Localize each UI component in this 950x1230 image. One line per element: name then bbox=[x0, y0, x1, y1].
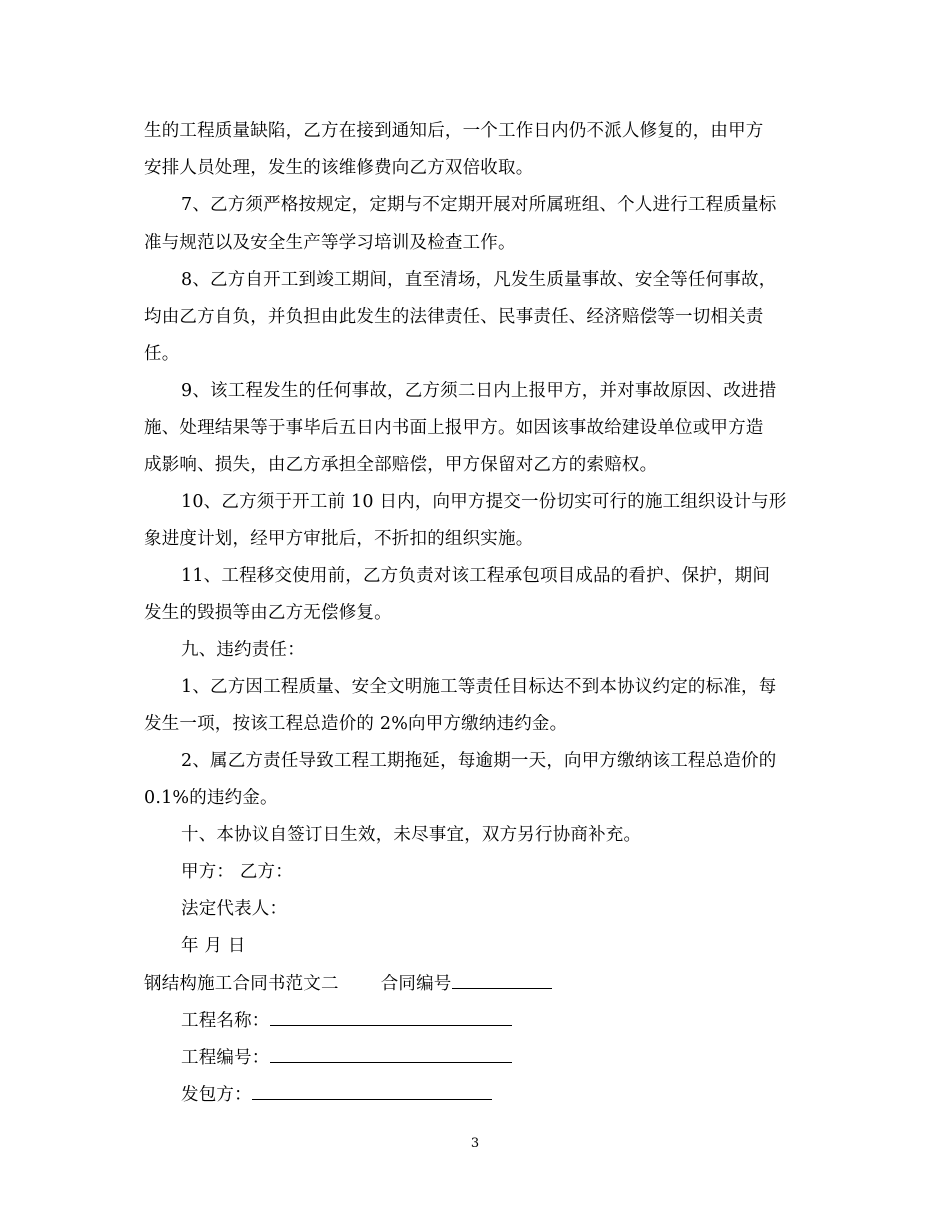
project-no-label: 工程编号： bbox=[181, 1048, 270, 1068]
project-name-line bbox=[181, 1008, 512, 1033]
text-line: 11、工程移交使用前，乙方负责对该工程承包项目成品的看护、保护，期间 bbox=[181, 566, 771, 586]
template-title: 钢结构施工合同书范文二 bbox=[144, 974, 339, 994]
date-line: 年 月 日 bbox=[181, 936, 246, 956]
text-line: 1、乙方因工程质量、安全文明施工等责任目标达不到本协议约定的标准，每 bbox=[181, 677, 777, 697]
employer-line bbox=[181, 1082, 492, 1107]
project-name-blank bbox=[270, 1008, 512, 1026]
employer-blank bbox=[252, 1082, 492, 1100]
text-line: 均由乙方自负，并负担由此发生的法律责任、民事责任、经济赔偿等一切相关责 bbox=[144, 307, 764, 327]
signature-parties: 甲方： 乙方： bbox=[181, 862, 293, 882]
legal-representative: 法定代表人： bbox=[181, 899, 288, 919]
text-line: 2、属乙方责任导致工程工期拖延，每逾期一天，向甲方缴纳该工程总造价的 bbox=[181, 751, 777, 771]
text-line: 8、乙方自开工到竣工期间，直至清场，凡发生质量事故、安全等任何事故， bbox=[181, 270, 777, 290]
employer-label: 发包方： bbox=[181, 1085, 252, 1105]
text-line: 施、处理结果等于事毕后五日内书面上报甲方。如因该事故给建设单位或甲方造 bbox=[144, 418, 764, 438]
text-line: 9、该工程发生的任何事故，乙方须二日内上报甲方，并对事故原因、改进措 bbox=[181, 381, 777, 401]
contract-no-label: 合同编号 bbox=[380, 974, 452, 994]
section-heading: 九、违约责任： bbox=[181, 640, 305, 660]
template-title-line bbox=[144, 971, 552, 996]
text-line: 象进度计划，经甲方审批后，不折扣的组织实施。 bbox=[144, 529, 534, 549]
text-line: 7、乙方须严格按规定，定期与不定期开展对所属班组、个人进行工程质量标 bbox=[181, 195, 777, 215]
text-line: 十、本协议自签订日生效，未尽事宜，双方另行协商补充。 bbox=[181, 825, 642, 845]
text-line: 生的工程质量缺陷，乙方在接到通知后，一个工作日内仍不派人修复的，由甲方 bbox=[144, 121, 764, 141]
text-line: 成影响、损失，由乙方承担全部赔偿，甲方保留对乙方的索赔权。 bbox=[144, 455, 658, 475]
project-name-label: 工程名称： bbox=[181, 1011, 270, 1031]
text-line: 发生一项，按该工程总造价的 2%向甲方缴纳违约金。 bbox=[144, 714, 568, 734]
page-number: 3 bbox=[470, 1136, 480, 1151]
text-line: 10、乙方须于开工前 10 日内，向甲方提交一份切实可行的施工组织设计与形 bbox=[181, 492, 787, 512]
project-no-blank bbox=[270, 1045, 512, 1063]
text-line: 安排人员处理，发生的该维修费向乙方双倍收取。 bbox=[144, 158, 534, 178]
contract-no-blank bbox=[452, 971, 552, 989]
project-no-line bbox=[181, 1045, 512, 1070]
text-line: 0.1%的违约金。 bbox=[144, 788, 278, 808]
text-line: 任。 bbox=[144, 344, 180, 364]
text-line: 发生的毁损等由乙方无偿修复。 bbox=[144, 603, 392, 623]
text-line: 准与规范以及安全生产等学习培训及检查工作。 bbox=[144, 233, 516, 253]
